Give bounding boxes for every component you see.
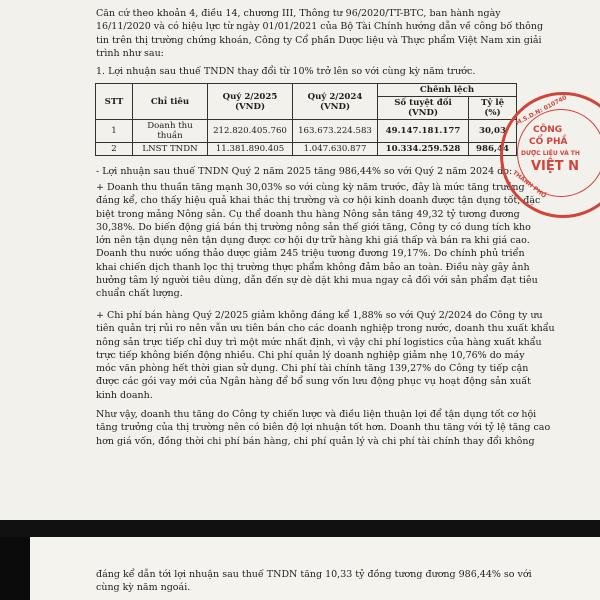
- stamp-text-2: CỔ PHẦ: [529, 137, 568, 147]
- header-q2-2024: [293, 84, 378, 120]
- intro-line: 16/11/2020 và có hiệu lực từ ngày 01/01/2021 của Bộ Tài Chính hướng dẫn về công bố thông: [96, 21, 544, 33]
- revenue-line: 30,38%. Do biến động giá bán thị trường nông sản thế giới tăng, Công ty có dung tích kho: [96, 221, 531, 233]
- header-difference: Chênh lệch: [378, 84, 517, 97]
- table-row: [96, 120, 517, 143]
- stamp-text-1: CÔNG: [533, 125, 563, 135]
- cost-line: tiên quản trị rủi ro nên vẫn ưu tiên bán cho các doanh nghiệp trong nước, doanh thu xuất khẩu: [96, 323, 555, 335]
- cell-ratio: 30,03: [469, 120, 517, 143]
- revenue-line: khai chiến dịch thanh lọc thị trường thực phẩm không đảm bảo an toàn. Điều này gây ảnh: [96, 261, 530, 273]
- revenue-line: + Doanh thu thuần tăng mạnh 30,03% so với cùng kỳ năm trước, đây là mức tăng trưởng: [96, 182, 525, 193]
- header-ratio: Tỷ lệ (%): [469, 97, 517, 120]
- table-header-row: [96, 84, 517, 97]
- cell-stt: 2: [96, 143, 133, 156]
- cell-q2-2024: 1.047.630.877: [293, 143, 378, 156]
- cell-indicator: LNST TNDN: [133, 143, 208, 156]
- financial-table: [95, 83, 517, 156]
- section-1-title: 1. Lợi nhuận sau thuế TNDN thay đổi từ 10% trở lên so với cùng kỳ năm trước.: [96, 66, 476, 77]
- header-stt: STT: [96, 84, 133, 120]
- header-indicator: Chỉ tiêu: [133, 84, 208, 120]
- profit-summary-line: - Lợi nhuận sau thuế TNDN Quý 2 năm 2025 tăng 986,44% so với Quý 2 năm 2024 do:: [96, 166, 513, 177]
- revenue-paragraph: [96, 181, 541, 307]
- stamp-text-5: THÀNH PHỐ: [511, 169, 548, 200]
- stamp-code: M.S.D.N: 010740: [514, 94, 568, 127]
- conclusion-line: Như vậy, doanh thu tăng do Công ty chiến lược và điều liện thuận lợi để tận dụng tốt cơ hội: [96, 409, 537, 420]
- revenue-line: biệt trong mảng Nông sản. Cụ thể doanh thu hàng Nông sản tăng 49,32 tỷ tương đương: [96, 208, 520, 220]
- cost-line: trực tiếp không biến động nhiều. Chi phí quản lý doanh nghiệp giảm nhẹ 10,76% do máy: [96, 349, 525, 361]
- conclusion-line: tăng trưởng của thị trường nên có biên độ lợi nhuận tốt hơn. Doanh thu tăng với tỷ lệ tăng cao: [96, 422, 551, 434]
- header-absolute: [378, 97, 469, 120]
- conclusion-line: hơn giá vốn, đồng thời chi phí bán hàng, chi phí quản lý và chi phí tài chính thay đổi không: [96, 435, 535, 447]
- cell-ratio: 986,44: [469, 143, 517, 156]
- revenue-line: lớn nên tận dụng nên tận dụng được cơ hội dự trữ hàng khi giá thấp và bán ra khi giá cao.: [96, 235, 530, 247]
- header-q2-2025-label: Quý 2/2025: [222, 91, 278, 102]
- stamp-text-3: DƯỢC LIỆU VÀ TH: [521, 150, 580, 157]
- cost-line: nông sản trực tiếp chỉ duy trì một mức nhất định, vì vậy chi phí logistics của hàng xuất khẩu: [96, 336, 542, 348]
- cell-q2-2025: 212.820.405.760: [208, 120, 293, 143]
- intro-line: trình như sau:: [96, 47, 164, 59]
- header-q2-2024-label: Quý 2/2024: [307, 91, 363, 102]
- cost-paragraph: [96, 309, 555, 402]
- revenue-line: Doanh thu nước uống thảo dược giảm 245 triệu tương đương 19,17%. Do chính phủ triển: [96, 248, 525, 260]
- cell-absolute: 10.334.259.528: [378, 143, 469, 156]
- header-q2-2025-unit: (VND): [234, 101, 266, 112]
- revenue-line: hưởng tâm lý người tiêu dùng, dẫn đến sự dè dặt khi mua ngay cả đối với sản phẩm đạt tiêu: [96, 275, 538, 287]
- page2-line: cùng kỳ năm ngoái.: [96, 582, 191, 593]
- revenue-line: chuẩn chất lượng.: [96, 288, 183, 300]
- header-absolute-label: Số tuyệt đối: [394, 98, 452, 108]
- header-q2-2024-unit: (VND): [319, 101, 351, 112]
- revenue-line: đáng kể, cho thấy hiệu quả khai thác thị trường và cơ hội kinh doanh được tận dụng tốt, đặc: [96, 195, 541, 207]
- cost-line: kinh doanh.: [96, 389, 153, 401]
- cell-q2-2025: 11.381.890.405: [208, 143, 293, 156]
- conclusion-paragraph: [96, 408, 551, 448]
- intro-line: tin trên thị trường chứng khoán, Công ty Cổ phần Dược liệu và Thực phẩm Việt Nam xin giải: [96, 34, 542, 46]
- document-page-2: [30, 537, 600, 600]
- intro-line: Căn cứ theo khoản 4, điều 14, chương III, Thông tư 96/2020/TT-BTC, ban hành ngày: [96, 8, 501, 19]
- page-gap: [0, 520, 600, 537]
- cell-q2-2024: 163.673.224.583: [293, 120, 378, 143]
- cost-line: + Chi phí bán hàng Quý 2/2025 giảm không đáng kể 1,88% so với Quý 2/2024 do Công ty ưu: [96, 310, 543, 321]
- stamp-text-4: VIỆT N: [531, 159, 580, 174]
- cell-indicator: Doanh thu thuần: [133, 120, 208, 143]
- intro-paragraph: [96, 7, 544, 60]
- cell-absolute: 49.147.181.177: [378, 120, 469, 143]
- header-q2-2025: [208, 84, 293, 120]
- cost-line: được các gói vay mới của Ngân hàng để bổ sung vốn lưu động phục vụ hoạt động sản xuất: [96, 376, 531, 388]
- cost-line: móc văn phòng hết thời gian sử dụng. Chi phí tài chính tăng 139,27% do Công ty tiếp cận: [96, 363, 529, 375]
- header-absolute-unit: (VND): [407, 108, 439, 118]
- cell-stt: 1: [96, 120, 133, 143]
- page2-line: đáng kể dẫn tới lợi nhuận sau thuế TNDN tăng 10,33 tỷ đồng tương đương 986,44% so với: [96, 569, 532, 580]
- table-row: [96, 143, 517, 156]
